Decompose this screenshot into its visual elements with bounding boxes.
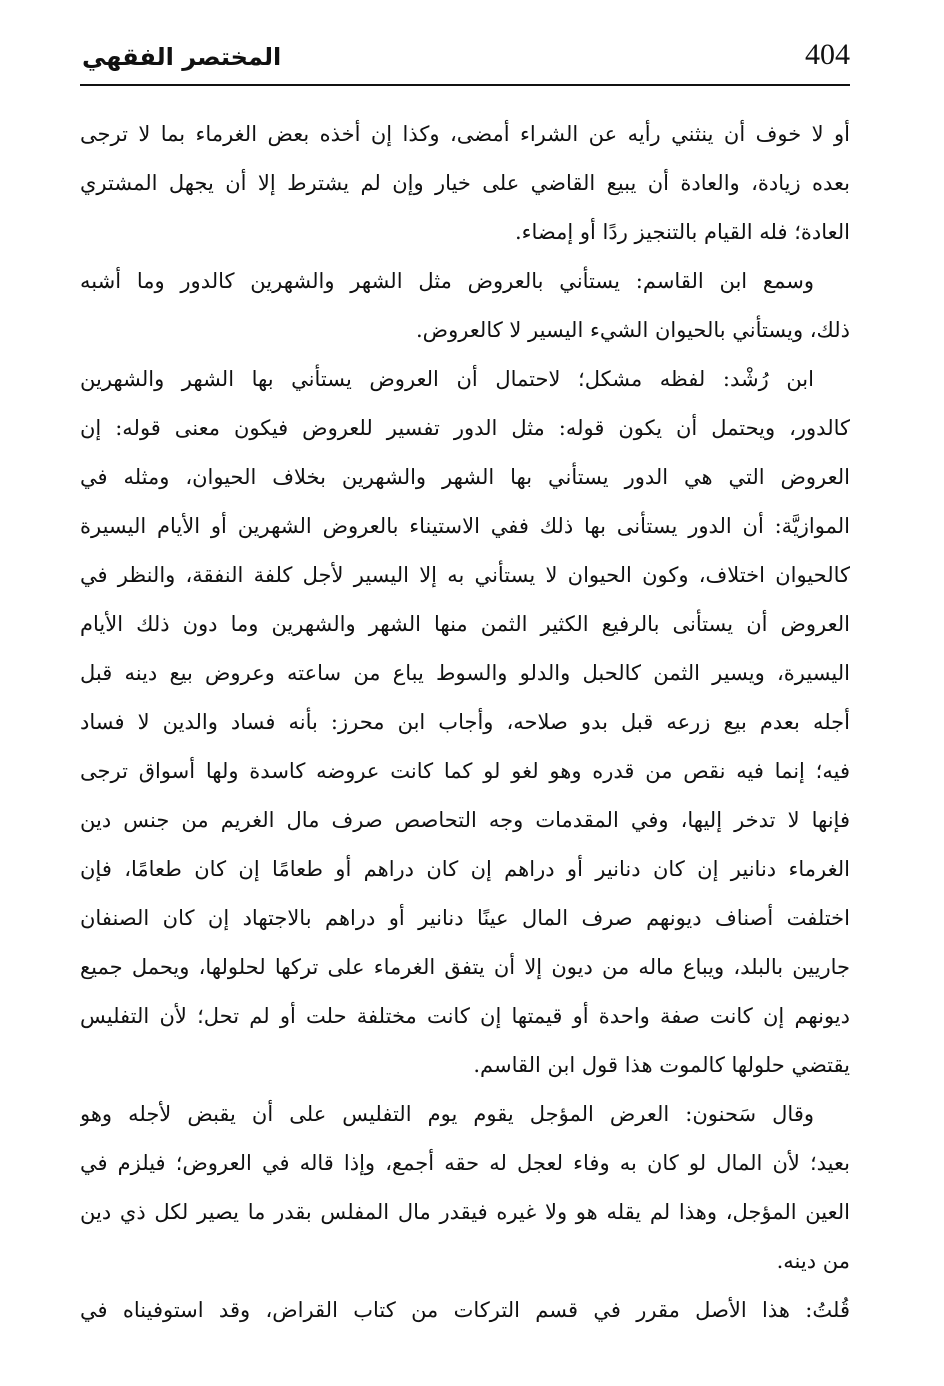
running-title: المختصر الفقهي bbox=[82, 43, 282, 71]
text-line: قُلتُ: هذا الأصل مقرر في قسم التركات من كتاب القراض، وقد استوفيناه في bbox=[80, 1298, 850, 1322]
text-line: فإنها لا تدخر إليها، وفي المقدمات وجه التحاصص صرف مال الغريم من جنس دين bbox=[80, 808, 850, 832]
text-line: من دينه. bbox=[776, 1249, 850, 1273]
text-line: اليسيرة، ويسير الثمن كالحبل والدلو والسوط يباع من ساعته وعروض بيع دينه قبل bbox=[80, 661, 850, 685]
text-line: كالدور، ويحتمل أن يكون قوله: مثل الدور تفسير للعروض فيكون معنى قوله: إن bbox=[80, 416, 850, 440]
text-line: وسمع ابن القاسم: يستأني بالعروض مثل الشهر والشهرين كالدور وما أشبه bbox=[80, 269, 814, 293]
page-header bbox=[82, 34, 852, 82]
text-line: الغرماء دنانير إن كان دنانير أو دراهم إن كان دراهم أو طعامًا إن كان طعامًا، فإن bbox=[80, 857, 850, 881]
text-line: ابن رُشْد: لفظه مشكل؛ لاحتمال أن العروض يستأني بها الشهر والشهرين bbox=[80, 367, 814, 391]
body-text bbox=[80, 110, 850, 1335]
text-line: كالحيوان اختلاف، وكون الحيوان لا يستأني به إلا اليسير لأجل كلفة النفقة، والنظر في bbox=[80, 563, 850, 587]
text-line: ذلك، ويستأني بالحيوان الشيء اليسير لا كالعروض. bbox=[416, 318, 850, 342]
text-line: العادة؛ فله القيام بالتنجيز ردًا أو إمضاء. bbox=[514, 220, 850, 244]
text-line: يقتضي حلولها كالموت هذا قول ابن القاسم. bbox=[473, 1053, 850, 1077]
text-line: العين المؤجل، وهذا لم يقله هو ولا غيره فيقدر مال المفلس بقدر ما يصير لكل ذي دين bbox=[80, 1200, 850, 1224]
text-line: جاريين بالبلد، ويباع ماله من ديون إلا أن يتفق الغرماء على تركها لحلولها، ويحمل جميع bbox=[80, 955, 850, 979]
text-line: فيه؛ إنما فيه نقص من قدره وهو لغو لو كما كانت عروضه كاسدة ولها أسواق ترجى bbox=[80, 759, 850, 783]
text-line: العروض التي هي الدور يستأني بها الشهر والشهرين بخلاف الحيوان، ومثله في bbox=[80, 465, 850, 489]
header-rule bbox=[80, 84, 850, 86]
text-line: أجله بعدم بيع زرعه قبل بدو صلاحه، وأجاب ابن محرز: بأنه فساد والدين لا فساد bbox=[80, 710, 850, 734]
text-line: الموازيَّة: أن الدور يستأنى بها ذلك ففي الاستيناء بالعروض الشهرين أو الأيام اليسيرة bbox=[80, 514, 850, 538]
text-line: ديونهم إن كانت صفة واحدة أو قيمتها إن كانت مختلفة حلت أو لم تحل؛ لأن التفليس bbox=[80, 1004, 850, 1028]
text-line: وقال سَحنون: العرض المؤجل يقوم يوم التفليس على أن يقبض لأجله وهو bbox=[80, 1102, 814, 1126]
text-line: بعيد؛ لأن المال لو كان به وفاء لعجل له حقه أجمع، وإذا قاله في العروض؛ فيلزم في bbox=[80, 1151, 850, 1175]
text-line: العروض أن يستأنى بالرفيع الكثير الثمن منها الشهر والشهرين وما دون ذلك الأيام bbox=[80, 612, 850, 636]
text-line: اختلفت أصناف ديونهم صرف المال عينًا دنانير أو دراهم بالاجتهاد إن كان الصنفان bbox=[80, 906, 850, 930]
text-line: بعده زيادة، والعادة أن يبيع القاضي على خيار وإن لم يشترط إلا أن يجهل المشتري bbox=[80, 171, 850, 195]
page-number: 404 bbox=[805, 38, 850, 71]
text-line: أو لا خوف أن ينثني رأيه عن الشراء أمضى، وكذا إن أخذه بعض الغرماء بما لا ترجى bbox=[80, 122, 850, 146]
